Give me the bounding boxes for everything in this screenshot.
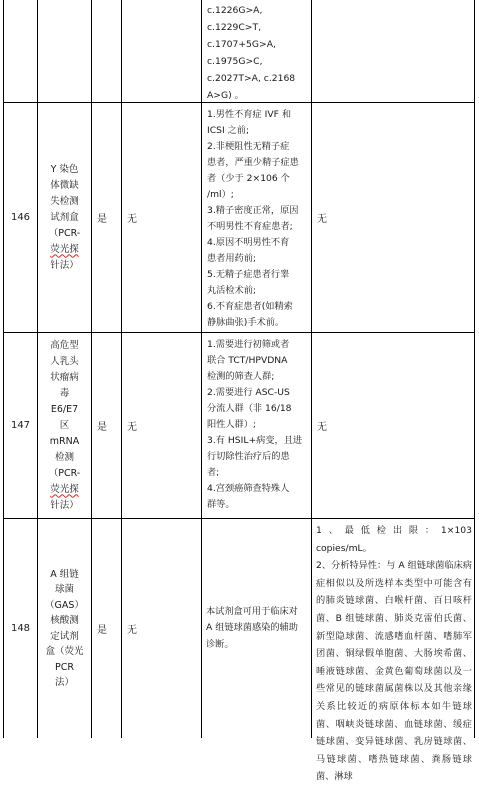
requirement-line: 1.男性不育症 IVF 和 — [207, 109, 292, 120]
spec-cell — [312, 519, 476, 783]
table-row — [4, 333, 474, 519]
requirement-line: 者; — [207, 467, 220, 478]
column-b-cell — [122, 103, 202, 332]
column-a-cell — [92, 333, 122, 518]
column-a-value: 是 — [97, 422, 107, 433]
column-a-value: 是 — [97, 214, 107, 225]
requirement-line: c.1226G>A, — [207, 5, 263, 16]
row-number-cell — [4, 519, 38, 738]
requirement-paragraph: 本试剂盒可用于临床对 A 组链球菌感染的辅助诊断。 — [206, 605, 298, 650]
spec-cell — [312, 333, 476, 518]
requirement-line: /ml）; — [207, 189, 234, 200]
requirement-line: 3.精子密度正常，原因 — [207, 205, 299, 216]
requirements-cell — [202, 0, 312, 102]
column-b-value: 无 — [127, 625, 137, 636]
requirement-line: 3.有 HSIL+病变，且进 — [207, 435, 303, 446]
product-name: 高危型 人乳头 状瘤病 毒 E6/E7 区 mRNA 检测 （PCR- 荧光探 针法） — [48, 339, 81, 511]
requirement-line: 丸活检术前; — [207, 285, 257, 296]
spec-value: 无 — [317, 422, 327, 433]
column-a-cell — [92, 103, 122, 332]
product-name-cell — [38, 333, 92, 518]
requirement-line: 患者用药前; — [207, 253, 257, 264]
row-number: 146 — [10, 212, 31, 223]
requirements-cell — [202, 333, 312, 518]
column-a-value: 是 — [97, 625, 107, 636]
product-name: Y 染色 体微缺 失检测 试剂盒 （PCR- 荧光探 针法） — [48, 163, 81, 271]
row-number-cell — [4, 333, 38, 518]
requirement-line: 检测的筛查人群; — [207, 371, 275, 382]
requirement-line: 2.非梗阻性无精子症 — [207, 141, 290, 152]
column-b-cell — [122, 519, 202, 738]
table-row — [4, 0, 474, 103]
spec-line: 2、分析特异性：与 A 组链球菌临床病症相似以及所选样本类型中可能含有的肺炎链球菌、白喉杆菌、百日咳杆菌、B 组链球菌、肺炎克雷伯氏菌、新型隐球菌、流感嗜血杆菌、嗜肺军团菌、铜绿假单胞菌、大肠埃希菌、唾液链球菌、金黄色葡萄球菌以及一些常见的链球菌属菌株以及其他亲缘关系比较近的病原体标本如牛链球菌、咽峡炎链球菌、血链球菌、缓症链球菌、变异链球菌、乳房链球菌、马链球菌、嗜热链球菌、粪肠链球菌、淋球 — [316, 560, 472, 783]
requirement-line: 分流人群（非 16/18 — [207, 403, 292, 414]
column-b-cell — [122, 333, 202, 518]
row-number-cell — [4, 0, 38, 102]
table-row — [4, 519, 474, 783]
column-b-cell — [122, 0, 202, 102]
column-b-value: 无 — [127, 214, 137, 225]
requirement-line: 1.需要进行初筛或者 — [207, 339, 290, 350]
requirements-table — [3, 0, 475, 783]
requirement-line: ICSI 之前; — [207, 125, 250, 136]
requirement-line: A>G) 。 — [207, 90, 244, 101]
row-number: 147 — [10, 420, 31, 431]
requirement-line: 5.无精子症患者行睾 — [207, 269, 290, 280]
row-number-cell — [4, 103, 38, 332]
spec-value: 无 — [317, 214, 327, 225]
spec-line: 1、最低检出限：1×103 copies/mL。 — [316, 525, 472, 554]
spec-cell — [312, 0, 476, 102]
requirement-line: 群等。 — [207, 499, 235, 510]
requirement-line: 2.需要进行 ASC-US — [207, 387, 290, 398]
requirement-line: 患者，严重少精子症患 — [207, 157, 299, 168]
requirement-line: c.2027T>A, c.2168 — [207, 73, 296, 84]
requirement-line: 4.原因不明男性不育 — [207, 237, 290, 248]
product-name-cell — [38, 519, 92, 738]
requirements-cell — [202, 103, 312, 332]
product-name-cell — [38, 0, 92, 102]
column-a-cell — [92, 0, 122, 102]
product-name-cell — [38, 103, 92, 332]
requirement-line: c.1975G>C, — [207, 56, 263, 67]
column-b-value: 无 — [127, 422, 137, 433]
requirement-line: 静脉曲张)手术前。 — [207, 317, 285, 328]
product-name: A 组链 球菌 （GAS） 核酸测 定试剂 盒（荧光 PCR 法） — [45, 568, 84, 688]
requirement-line: 者（少于 2×106 个 — [207, 173, 290, 184]
requirement-line: 6.不育症患者(如精索 — [207, 301, 293, 312]
requirement-line: 不明男性不育症患者; — [207, 221, 293, 232]
spec-cell — [312, 103, 476, 332]
requirement-line: 4.宫颈癌筛查特殊人 — [207, 483, 290, 494]
requirement-line: 联合 TCT/HPVDNA — [207, 355, 288, 366]
requirement-line: 阳性人群）; — [207, 419, 257, 430]
row-number: 148 — [10, 623, 31, 634]
column-a-cell — [92, 519, 122, 738]
requirement-line: c.1229C>T, — [207, 22, 261, 33]
requirement-line: c.1707+5G>A, — [207, 39, 276, 50]
requirements-cell — [202, 519, 312, 738]
requirement-line: 行切除性治疗后的患 — [207, 451, 290, 462]
table-row — [4, 103, 474, 333]
